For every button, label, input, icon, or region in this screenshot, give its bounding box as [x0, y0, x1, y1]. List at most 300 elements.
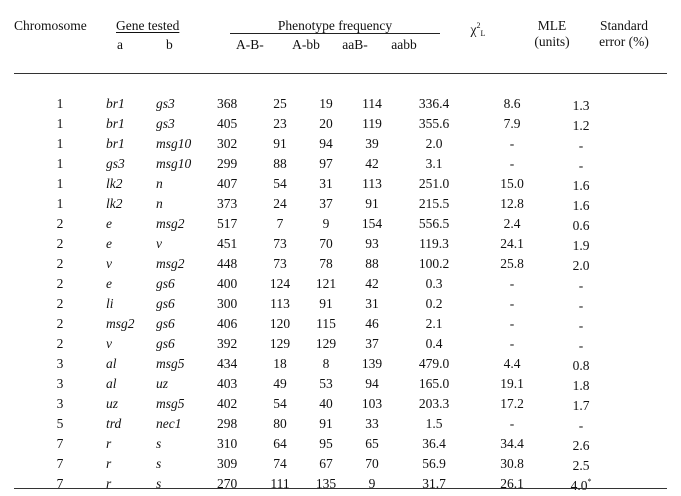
freq-aab-cell-value: 115 [316, 316, 336, 331]
freq-aabb-cell-value: 70 [365, 456, 379, 471]
standard-error-cell-value: 1.2 [572, 118, 590, 133]
gene-a-cell-value: li [106, 296, 114, 311]
freq-aabb-cell [349, 394, 395, 414]
standard-error-cell [551, 434, 611, 454]
chi-symbol: χ [470, 22, 477, 37]
freq-aab-cell [303, 94, 349, 114]
freq-abb-cell-value: 25 [273, 96, 287, 111]
chromosome-cell [14, 94, 106, 114]
header-chi-square [471, 18, 486, 42]
header-phenotype-frequency: Phenotype frequency [277, 18, 393, 33]
gene-b-cell-value: gs6 [156, 276, 175, 291]
freq-ab-cell-value: 434 [217, 356, 238, 371]
gene-b-cell [156, 454, 217, 474]
freq-abb-cell [257, 434, 303, 454]
chi-square-cell [395, 274, 473, 294]
gene-b-cell-value: v [156, 236, 162, 251]
freq-aabb-cell [349, 454, 395, 474]
header-rule [14, 73, 667, 74]
gene-b-cell-value: n [156, 196, 163, 211]
freq-aabb-cell-value: 42 [365, 156, 379, 171]
mle-cell-value: - [509, 296, 515, 311]
gene-b-cell-value: gs6 [156, 336, 175, 351]
freq-ab-cell [217, 274, 257, 294]
freq-aab-cell-value: 70 [319, 236, 333, 251]
table-row [14, 354, 611, 374]
freq-aab-cell [303, 334, 349, 354]
gene-b-cell [156, 234, 217, 254]
freq-abb-cell-value: 129 [269, 336, 291, 351]
chi-square-cell-value: 3.1 [425, 156, 443, 171]
freq-aabb-cell [349, 334, 395, 354]
freq-abb-cell-value: 64 [273, 436, 287, 451]
freq-ab-cell-value: 302 [217, 136, 238, 151]
table-row [14, 314, 611, 334]
table-row [14, 294, 611, 314]
freq-abb-cell-value: 7 [276, 216, 284, 231]
chi-square-cell [395, 354, 473, 374]
gene-b-cell-value: s [156, 436, 162, 451]
standard-error-cell-value: 2.5 [572, 458, 590, 473]
freq-aabb-cell-value: 103 [361, 396, 383, 411]
mle-cell [473, 394, 551, 414]
gene-b-cell-value: gs6 [156, 316, 175, 331]
gene-b-cell [156, 114, 217, 134]
freq-ab-cell [217, 134, 257, 154]
gene-b-cell-value: msg5 [156, 356, 185, 371]
gene-b-cell [156, 194, 217, 214]
gene-a-cell [106, 334, 156, 354]
chi-square-cell [395, 214, 473, 234]
chi-square-cell [395, 454, 473, 474]
freq-ab-cell-value: 310 [217, 436, 238, 451]
freq-abb-cell-value: 49 [273, 376, 287, 391]
chromosome-cell [14, 194, 106, 214]
freq-ab-cell-value: 405 [217, 116, 238, 131]
chi-square-cell [395, 134, 473, 154]
freq-ab-cell-value: 400 [217, 276, 238, 291]
gene-a-cell [106, 454, 156, 474]
header-gene-a: a [117, 37, 123, 52]
table-row [14, 394, 611, 414]
table-row [14, 234, 611, 254]
freq-aabb-cell-value: 154 [361, 216, 383, 231]
mle-cell [473, 434, 551, 454]
table-row [14, 214, 611, 234]
freq-aab-cell [303, 454, 349, 474]
gene-a-cell-value: trd [106, 416, 122, 431]
freq-aab-cell-value: 121 [315, 276, 337, 291]
freq-abb-cell-value: 88 [273, 156, 287, 171]
gene-a-cell-value: gs3 [106, 156, 125, 171]
mle-cell [473, 254, 551, 274]
freq-aabb-cell-value: 114 [362, 96, 382, 111]
freq-abb-cell [257, 94, 303, 114]
chi-square-cell-value: 119.3 [419, 236, 449, 251]
freq-aabb-cell [349, 234, 395, 254]
standard-error-cell [551, 394, 611, 414]
table-row [14, 94, 611, 114]
freq-aab-cell [303, 194, 349, 214]
freq-aabb-cell-value: 33 [365, 416, 379, 431]
mle-cell [473, 94, 551, 114]
standard-error-cell-value: - [578, 138, 584, 153]
gene-a-cell [106, 374, 156, 394]
freq-abb-cell-value: 54 [273, 396, 287, 411]
freq-aab-cell-value: 31 [319, 176, 333, 191]
freq-aab-cell [303, 114, 349, 134]
standard-error-cell-value: 1.3 [572, 98, 590, 113]
gene-b-cell [156, 334, 217, 354]
freq-abb-cell [257, 114, 303, 134]
freq-abb-cell [257, 174, 303, 194]
gene-a-cell-value: r [106, 436, 112, 451]
chi-square-cell-value: 556.5 [418, 216, 450, 231]
freq-aabb-cell-value: 94 [365, 376, 379, 391]
standard-error-cell [551, 374, 611, 394]
freq-ab-cell [217, 374, 257, 394]
mle-cell-value: 24.1 [500, 236, 524, 251]
freq-ab-cell [217, 454, 257, 474]
chi-square-cell [395, 154, 473, 174]
chi-square-cell-value: 36.4 [422, 436, 446, 451]
freq-abb-cell-value: 54 [273, 176, 287, 191]
chi-square-cell [395, 194, 473, 214]
freq-aab-cell-value: 9 [322, 216, 330, 231]
freq-aab-cell [303, 374, 349, 394]
standard-error-cell-value: 1.8 [572, 378, 590, 393]
freq-aabb-cell-value: 88 [365, 256, 379, 271]
freq-ab-cell [217, 254, 257, 274]
chromosome-cell [14, 154, 106, 174]
freq-aabb-cell-value: 119 [362, 116, 382, 131]
freq-aabb-cell [349, 474, 395, 494]
header-gene-b: b [166, 37, 173, 52]
gene-a-cell [106, 434, 156, 454]
chi-subscript: L [480, 29, 486, 38]
gene-b-cell [156, 314, 217, 334]
freq-abb-cell-value: 24 [273, 196, 287, 211]
freq-aabb-cell [349, 194, 395, 214]
mle-cell-value: - [509, 276, 515, 291]
freq-aabb-cell [349, 254, 395, 274]
freq-abb-cell [257, 274, 303, 294]
mle-cell [473, 274, 551, 294]
chromosome-cell [14, 114, 106, 134]
chi-square-cell-value: 165.0 [418, 376, 450, 391]
freq-ab-cell-value: 368 [217, 96, 238, 111]
freq-abb-cell [257, 254, 303, 274]
freq-aab-cell [303, 174, 349, 194]
standard-error-cell-value: - [578, 158, 584, 173]
table-body [14, 94, 611, 494]
freq-ab-cell-value: 270 [217, 476, 238, 491]
table-row [14, 434, 611, 454]
chromosome-cell [14, 414, 106, 434]
gene-b-cell-value: gs3 [156, 96, 175, 111]
gene-a-cell [106, 194, 156, 214]
mle-cell [473, 214, 551, 234]
freq-aab-cell [303, 214, 349, 234]
gene-b-cell [156, 154, 217, 174]
table-bottom-rule [14, 488, 667, 489]
standard-error-cell [551, 114, 611, 134]
freq-ab-cell-value: 298 [217, 416, 238, 431]
gene-b-cell [156, 414, 217, 434]
chromosome-cell [14, 374, 106, 394]
mle-cell [473, 194, 551, 214]
table-row [14, 334, 611, 354]
standard-error-cell-value: 0.8 [572, 358, 590, 373]
freq-aabb-cell [349, 174, 395, 194]
freq-ab-cell-value: 403 [217, 376, 238, 391]
freq-aabb-cell-value: 42 [365, 276, 379, 291]
freq-aab-cell-value: 20 [319, 116, 333, 131]
freq-aabb-cell [349, 354, 395, 374]
gene-a-cell-value: v [106, 256, 112, 271]
freq-ab-cell-value: 300 [217, 296, 238, 311]
mle-cell-value: 7.9 [503, 116, 521, 131]
freq-aabb-cell [349, 314, 395, 334]
gene-a-cell [106, 354, 156, 374]
mle-cell-value: 8.6 [503, 96, 521, 111]
gene-a-cell-value: e [106, 236, 112, 251]
freq-abb-cell [257, 474, 303, 494]
freq-aab-cell-value: 97 [319, 156, 333, 171]
freq-abb-cell-value: 74 [273, 456, 287, 471]
freq-abb-cell [257, 454, 303, 474]
mle-cell-value: 4.4 [503, 356, 521, 371]
gene-b-cell-value: msg2 [156, 216, 185, 231]
mle-cell-value: 30.8 [500, 456, 524, 471]
freq-aab-cell [303, 394, 349, 414]
chromosome-cell-value: 7 [56, 456, 64, 471]
mle-cell-value: 34.4 [500, 436, 524, 451]
footnote-marker: * [587, 477, 592, 486]
freq-ab-cell-value: 407 [217, 176, 238, 191]
freq-aabb-cell [349, 114, 395, 134]
freq-aab-cell [303, 134, 349, 154]
gene-a-cell [106, 414, 156, 434]
freq-aabb-cell [349, 294, 395, 314]
freq-aab-cell-value: 37 [319, 196, 333, 211]
gene-b-cell-value: nec1 [156, 416, 182, 431]
gene-a-cell-value: e [106, 216, 112, 231]
gene-a-cell [106, 274, 156, 294]
mle-cell-value: - [509, 416, 515, 431]
chi-square-cell-value: 100.2 [418, 256, 450, 271]
chromosome-cell-value: 3 [56, 376, 64, 391]
header-pheno-abb: A-bb [292, 37, 320, 52]
header-gene-tested: Gene tested [116, 18, 180, 33]
freq-ab-cell [217, 434, 257, 454]
gene-a-cell-value: lk2 [106, 196, 123, 211]
chi-square-cell [395, 474, 473, 494]
table-row [14, 114, 611, 134]
gene-b-cell [156, 214, 217, 234]
chromosome-cell-value: 3 [56, 356, 64, 371]
mle-cell [473, 114, 551, 134]
standard-error-cell-value: - [578, 338, 584, 353]
freq-aab-cell [303, 314, 349, 334]
mle-cell [473, 354, 551, 374]
gene-a-cell-value: br1 [106, 96, 125, 111]
standard-error-cell [551, 174, 611, 194]
freq-abb-cell [257, 234, 303, 254]
mle-cell [473, 294, 551, 314]
gene-b-cell [156, 294, 217, 314]
gene-b-cell-value: msg5 [156, 396, 185, 411]
freq-abb-cell [257, 294, 303, 314]
standard-error-cell-value: - [578, 318, 584, 333]
gene-a-cell-value: msg2 [106, 316, 135, 331]
chi-square-cell-value: 355.6 [418, 116, 450, 131]
table-row [14, 154, 611, 174]
freq-aab-cell [303, 414, 349, 434]
gene-b-cell [156, 94, 217, 114]
chi-square-cell [395, 334, 473, 354]
chi-square-cell-value: 1.5 [425, 416, 443, 431]
freq-ab-cell [217, 154, 257, 174]
freq-abb-cell-value: 73 [273, 256, 287, 271]
freq-aabb-cell [349, 374, 395, 394]
chi-square-cell-value: 2.0 [425, 136, 443, 151]
gene-a-cell [106, 94, 156, 114]
mle-cell [473, 454, 551, 474]
chi-square-cell [395, 374, 473, 394]
freq-ab-cell-value: 392 [217, 336, 238, 351]
standard-error-cell-value: 1.6 [572, 198, 590, 213]
freq-ab-cell-value: 517 [217, 216, 238, 231]
chromosome-cell [14, 334, 106, 354]
chromosome-cell [14, 474, 106, 494]
gene-b-cell-value: gs6 [156, 296, 175, 311]
freq-aab-cell-value: 78 [319, 256, 333, 271]
freq-aab-cell [303, 294, 349, 314]
chi-square-cell-value: 31.7 [422, 476, 446, 491]
freq-ab-cell-value: 299 [217, 156, 238, 171]
freq-ab-cell [217, 94, 257, 114]
header-pheno-ab: A-B- [236, 37, 264, 52]
chi-square-cell-value: 56.9 [422, 456, 446, 471]
gene-a-cell-value: br1 [106, 116, 125, 131]
gene-b-cell-value: s [156, 476, 162, 491]
gene-a-cell [106, 254, 156, 274]
standard-error-cell [551, 214, 611, 234]
header-pheno-aabb: aabb [391, 37, 417, 52]
chromosome-cell-value: 2 [56, 216, 64, 231]
mle-cell-value: 2.4 [503, 216, 521, 231]
standard-error-cell-value: - [578, 418, 584, 433]
chi-square-cell-value: 0.3 [425, 276, 443, 291]
freq-abb-cell [257, 394, 303, 414]
freq-aab-cell [303, 234, 349, 254]
chi-square-cell [395, 394, 473, 414]
freq-aabb-cell [349, 274, 395, 294]
chi-square-cell-value: 479.0 [418, 356, 450, 371]
chromosome-cell-value: 2 [56, 336, 64, 351]
table-row [14, 254, 611, 274]
standard-error-cell [551, 254, 611, 274]
chromosome-cell [14, 214, 106, 234]
freq-aabb-cell [349, 434, 395, 454]
chromosome-cell [14, 354, 106, 374]
freq-abb-cell [257, 214, 303, 234]
chi-square-cell [395, 234, 473, 254]
mle-cell-value: 15.0 [500, 176, 524, 191]
chi-square-cell [395, 174, 473, 194]
gene-b-cell-value: n [156, 176, 163, 191]
freq-abb-cell [257, 414, 303, 434]
standard-error-cell [551, 294, 611, 314]
freq-aabb-cell-value: 65 [365, 436, 379, 451]
freq-aabb-cell [349, 414, 395, 434]
freq-aab-cell-value: 67 [319, 456, 333, 471]
chi-square-cell-value: 2.1 [425, 316, 443, 331]
gene-b-cell-value: gs3 [156, 116, 175, 131]
mle-cell [473, 134, 551, 154]
gene-a-cell [106, 134, 156, 154]
freq-ab-cell [217, 394, 257, 414]
chromosome-cell [14, 434, 106, 454]
gene-b-cell [156, 374, 217, 394]
freq-aabb-cell-value: 31 [365, 296, 379, 311]
phenotype-frequency-rule [230, 33, 440, 34]
freq-abb-cell-value: 124 [269, 276, 291, 291]
standard-error-cell-value: 4.0 [570, 478, 588, 493]
mle-cell [473, 334, 551, 354]
freq-aabb-cell [349, 134, 395, 154]
standard-error-cell-value: 1.9 [572, 238, 590, 253]
freq-abb-cell-value: 23 [273, 116, 287, 131]
chi-square-cell [395, 434, 473, 454]
freq-aabb-cell-value: 9 [368, 476, 376, 491]
gene-b-cell-value: msg10 [156, 136, 192, 151]
chromosome-cell [14, 234, 106, 254]
freq-abb-cell-value: 18 [273, 356, 287, 371]
chi-square-cell [395, 314, 473, 334]
gene-b-cell [156, 274, 217, 294]
freq-aab-cell [303, 354, 349, 374]
mle-cell [473, 174, 551, 194]
freq-abb-cell [257, 134, 303, 154]
chromosome-cell-value: 5 [56, 416, 64, 431]
chi-square-cell-value: 215.5 [418, 196, 450, 211]
mle-cell-value: - [509, 336, 515, 351]
standard-error-cell [551, 274, 611, 294]
chromosome-cell [14, 254, 106, 274]
freq-aabb-cell-value: 37 [365, 336, 379, 351]
header-chromosome: Chromosome [14, 18, 87, 33]
mle-cell [473, 374, 551, 394]
gene-a-cell-value: al [106, 376, 117, 391]
freq-ab-cell [217, 114, 257, 134]
gene-a-cell-value: r [106, 476, 112, 491]
se-line1: Standard [600, 18, 648, 33]
freq-aabb-cell-value: 39 [365, 136, 379, 151]
gene-a-cell [106, 214, 156, 234]
gene-b-cell-value: msg2 [156, 256, 185, 271]
freq-ab-cell-value: 448 [217, 256, 238, 271]
freq-ab-cell [217, 354, 257, 374]
gene-a-cell-value: br1 [106, 136, 125, 151]
gene-b-cell [156, 394, 217, 414]
gene-b-cell [156, 174, 217, 194]
standard-error-cell [551, 354, 611, 374]
gene-a-cell [106, 394, 156, 414]
header-pheno-aab: aaB- [342, 37, 368, 52]
chromosome-cell-value: 2 [56, 296, 64, 311]
